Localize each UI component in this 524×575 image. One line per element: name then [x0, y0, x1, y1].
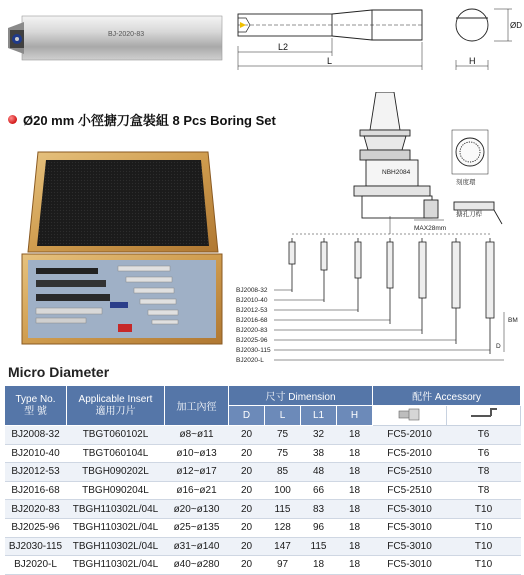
col-insert-zh: 適用刀片 — [95, 405, 136, 417]
cell-h: 18 — [337, 518, 373, 537]
cell-insert: TBGH110302L/04L — [67, 556, 165, 575]
cell-fc: FC5-2010 — [373, 444, 447, 463]
cell-t: T10 — [447, 537, 521, 556]
cell-t: T10 — [447, 556, 521, 575]
cell-range: ø8~ø11 — [165, 426, 229, 445]
cell-range: ø25~ø135 — [165, 518, 229, 537]
cell-t: T10 — [447, 500, 521, 519]
wrench-icon — [447, 406, 521, 426]
cell-l: 75 — [265, 444, 301, 463]
dim-l2-label: L2 — [278, 42, 289, 52]
cell-fc: FC5-3010 — [373, 537, 447, 556]
col-h: H — [337, 406, 373, 426]
holder-label: NBH2084 — [382, 169, 411, 176]
col-dimension: 尺寸 Dimension — [229, 386, 373, 406]
cell-fc: FC5-3010 — [373, 518, 447, 537]
bullet-icon — [8, 115, 17, 124]
dim-bm-label: BM — [508, 317, 518, 324]
cell-h: 18 — [337, 500, 373, 519]
cell-d: 20 — [229, 518, 265, 537]
boring-set-case-photo — [8, 134, 230, 356]
cell-fc: FC5-2510 — [373, 463, 447, 482]
spec-table — [4, 385, 521, 575]
cell-d: 20 — [229, 444, 265, 463]
cell-l: 85 — [265, 463, 301, 482]
cell-insert: TBGH090204L — [67, 481, 165, 500]
cell-range: ø16~ø21 — [165, 481, 229, 500]
cell-t: T8 — [447, 481, 521, 500]
cell-fc: FC5-2010 — [373, 426, 447, 445]
table-row — [5, 481, 521, 500]
cell-d: 20 — [229, 426, 265, 445]
dial-label: 刻度環 — [456, 179, 476, 186]
cell-h: 18 — [337, 426, 373, 445]
cell-range: ø20~ø130 — [165, 500, 229, 519]
cell-h: 18 — [337, 463, 373, 482]
bar-label-6: BJ2025-96 — [236, 337, 268, 344]
bar-label-5: BJ2020-83 — [236, 327, 268, 334]
col-type — [5, 386, 67, 426]
cell-insert: TBGH110302L/04L — [67, 500, 165, 519]
cell-l: 75 — [265, 426, 301, 445]
table-row — [5, 444, 521, 463]
cell-fc: FC5-3010 — [373, 500, 447, 519]
cell-l1: 96 — [301, 518, 337, 537]
table-row — [5, 518, 521, 537]
cell-l1: 38 — [301, 444, 337, 463]
cell-l: 147 — [265, 537, 301, 556]
col-insert-en: Applicable Insert — [78, 393, 153, 405]
table-row — [5, 500, 521, 519]
col-l: L — [265, 406, 301, 426]
cell-l: 100 — [265, 481, 301, 500]
cell-range: ø12~ø17 — [165, 463, 229, 482]
cell-d: 20 — [229, 556, 265, 575]
max-label: MAX28mm — [414, 225, 447, 232]
dim-h-label: H — [469, 56, 476, 66]
dim-d-label: ØD — [510, 21, 522, 30]
bar-label-1: BJ2008-32 — [236, 287, 268, 294]
cell-d: 20 — [229, 463, 265, 482]
cell-type: BJ2010-40 — [5, 444, 67, 463]
cell-range: ø10~ø13 — [165, 444, 229, 463]
cell-l: 97 — [265, 556, 301, 575]
cell-h: 18 — [337, 537, 373, 556]
cell-insert: TBGT060104L — [67, 444, 165, 463]
table-row — [5, 556, 521, 575]
holder-assembly-drawing — [234, 92, 522, 377]
col-insert — [67, 386, 165, 426]
cell-d: 20 — [229, 481, 265, 500]
cell-t: T6 — [447, 426, 521, 445]
cell-d: 20 — [229, 500, 265, 519]
cell-h: 18 — [337, 481, 373, 500]
cell-h: 18 — [337, 444, 373, 463]
bar-label-3: BJ2012-53 — [236, 307, 268, 314]
section-heading: Micro Diameter — [8, 364, 110, 380]
bar-dimension-drawing — [232, 4, 522, 84]
cell-l: 115 — [265, 500, 301, 519]
col-d: D — [229, 406, 265, 426]
col-accessory: 配件 Accessory — [373, 386, 521, 406]
col-l1: L1 — [301, 406, 337, 426]
cell-type: BJ2016-68 — [5, 481, 67, 500]
cell-l1: 32 — [301, 426, 337, 445]
cell-type: BJ2008-32 — [5, 426, 67, 445]
cell-l1: 48 — [301, 463, 337, 482]
cell-insert: TBGH110302L/04L — [67, 537, 165, 556]
bar-label-8: BJ2020-L — [236, 357, 264, 364]
cell-insert: TBGT060102L — [67, 426, 165, 445]
cell-insert: TBGH090202L — [67, 463, 165, 482]
cell-type: BJ2020-83 — [5, 500, 67, 519]
cell-fc: FC5-2510 — [373, 481, 447, 500]
bar-label-2: BJ2010-40 — [236, 297, 268, 304]
dim-d-label-2: D — [496, 343, 501, 350]
bar-marking: BJ-2020-83 — [108, 31, 145, 38]
dim-l-label: L — [327, 56, 333, 66]
cell-h: 18 — [337, 556, 373, 575]
col-type-en: Type No. — [15, 393, 56, 405]
cell-fc: FC5-3010 — [373, 556, 447, 575]
cell-t: T10 — [447, 518, 521, 537]
cell-type: BJ2012-53 — [5, 463, 67, 482]
cell-d: 20 — [229, 537, 265, 556]
product-title: Ø20 mm 小徑搪刀盒裝組 8 Pcs Boring Set — [23, 112, 276, 128]
cell-t: T8 — [447, 463, 521, 482]
cell-insert: TBGH110302L/04L — [67, 518, 165, 537]
cell-type: BJ2020-L — [5, 556, 67, 575]
cell-type: BJ2030-115 — [5, 537, 67, 556]
cell-l1: 66 — [301, 481, 337, 500]
cell-range: ø40~ø280 — [165, 556, 229, 575]
cell-l1: 18 — [301, 556, 337, 575]
cell-l1: 115 — [301, 537, 337, 556]
cell-range: ø31~ø140 — [165, 537, 229, 556]
bar-label-7: BJ2030-115 — [236, 347, 271, 354]
boring-bar-photo — [8, 8, 223, 68]
col-range: 加工內徑 — [165, 386, 229, 426]
col-type-zh: 型 號 — [24, 405, 47, 417]
table-row — [5, 463, 521, 482]
fc-nut-icon — [373, 406, 447, 426]
cell-l: 128 — [265, 518, 301, 537]
table-row — [5, 537, 521, 556]
bar-label-4: BJ2016-68 — [236, 317, 268, 324]
table-row — [5, 426, 521, 445]
cell-t: T6 — [447, 444, 521, 463]
cell-type: BJ2025-96 — [5, 518, 67, 537]
key-label: 搪孔刀桿 — [456, 211, 482, 218]
cell-l1: 83 — [301, 500, 337, 519]
